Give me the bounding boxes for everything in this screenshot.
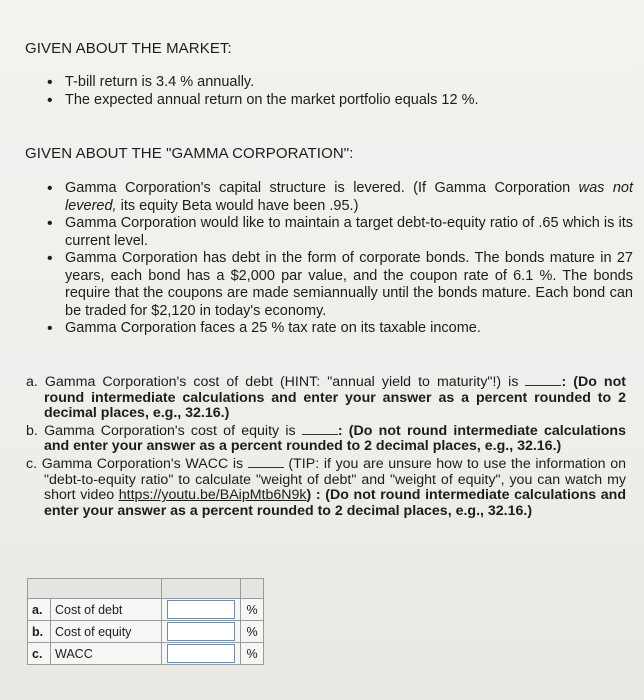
table-row	[28, 643, 264, 665]
list-item: • Gamma Corporation would like to maintain a target debt-to-equity ratio of .65 which is its current level.	[25, 215, 633, 250]
row-letter: b.	[28, 621, 51, 643]
table-header-row	[28, 579, 264, 599]
question-tip: (TIP: if you are unsure how to use the information on "debt-to-equity ratio" to calculate "weight of debt" and "weight of equity", you can watch my short video	[44, 455, 626, 504]
row-label: WACC	[51, 643, 162, 665]
question-a	[26, 374, 626, 422]
row-letter: a.	[28, 599, 51, 621]
percent-unit: %	[241, 621, 264, 643]
cost-of-equity-input[interactable]	[167, 622, 235, 641]
gamma-heading: GIVEN ABOUT THE "GAMMA CORPORATION":	[25, 145, 354, 162]
row-label: Cost of equity	[51, 621, 162, 643]
list-item	[25, 180, 633, 215]
bullet-text: its equity Beta would have been .95.)	[116, 197, 359, 214]
video-link[interactable]: https://youtu.be/BAipMtb6N9k	[118, 487, 307, 504]
cost-of-debt-input[interactable]	[167, 600, 235, 619]
answer-blank	[248, 456, 284, 468]
market-heading: GIVEN ABOUT THE MARKET:	[25, 40, 232, 57]
table-row	[28, 599, 264, 621]
question-instructions: : (Do not round intermediate calculations and enter your answer as a percent rounded to 2 decimal places, e.g., 32.16.)	[44, 374, 626, 422]
answer-blank	[525, 374, 561, 386]
question-text: c. Gamma Corporation's WACC is	[26, 455, 248, 472]
question-text: b. Gamma Corporation's cost of equity is	[26, 422, 302, 439]
bullet-text: Gamma Corporation's capital structure is levered. (If Gamma Corporation	[65, 180, 579, 196]
question-b	[26, 423, 626, 455]
answer-table	[27, 578, 264, 665]
answer-blank	[302, 423, 338, 435]
percent-unit: %	[241, 643, 264, 665]
question-instructions: : (Do not round intermediate calculations and enter your answer as a percent rounded to 2 decimal places, e.g., 32.16.)	[44, 422, 626, 455]
question-instructions: ) : (Do not round intermediate calculations and enter your answer as a percent rounded to 2 decimal places, e.g., 32.16.)	[44, 487, 626, 519]
wacc-input[interactable]	[167, 644, 235, 663]
bullet-emphasis: was not levered,	[65, 180, 633, 214]
row-letter: c.	[28, 643, 51, 665]
question-text: a. Gamma Corporation's cost of debt (HINT: "annual yield to maturity"!) is	[26, 374, 526, 390]
market-bullets	[25, 74, 615, 109]
list-item: • The expected annual return on the market portfolio equals 12 %.	[25, 92, 615, 110]
list-item: • Gamma Corporation faces a 25 % tax rate on its taxable income.	[25, 320, 633, 338]
table-row	[28, 621, 264, 643]
questions	[26, 374, 626, 520]
percent-unit: %	[241, 599, 264, 621]
row-label: Cost of debt	[51, 599, 162, 621]
list-item: • Gamma Corporation has debt in the form of corporate bonds. The bonds mature in 27 years, each bond has a $2,000 par value, and the coupon rate of 6.1 %. The bonds require that the coupons are made semiannually until the bonds mature. Each bond can be traded for $2,120 in today's economy.	[25, 250, 633, 320]
question-c	[26, 456, 626, 519]
list-item: • T-bill return is 3.4 % annually.	[25, 74, 615, 92]
gamma-bullets	[25, 180, 633, 338]
